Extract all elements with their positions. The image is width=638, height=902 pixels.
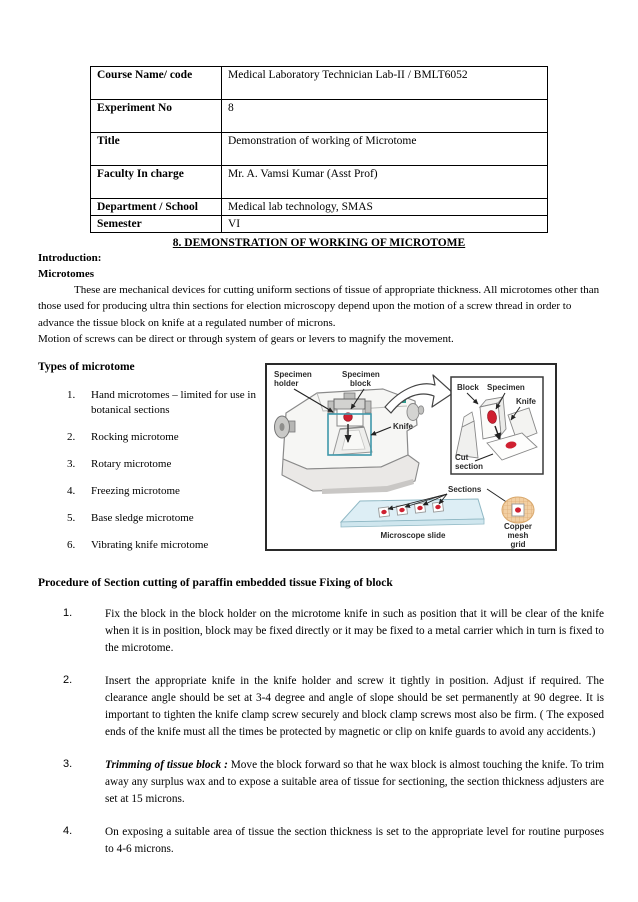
step-text — [105, 824, 604, 858]
grid-section-tissue — [515, 507, 521, 512]
specimen-holder-clamp — [334, 399, 365, 409]
table-row — [91, 166, 548, 199]
list-item — [67, 511, 273, 526]
step-body: Insert the appropriate knife in the knife holder and screw it tightly in position. Adjust if required. The clearance angle should be set at 3-4 degree and angle of slope should be set permanently at 90 degree. It is important to tighten the knife clamp screw securely and block clamp screws most also be firm. ( The exposed ends of the knife must all the times be protected by magnetic or clip on knife guards to avoid any accidents.) — [105, 675, 604, 738]
microtome-machine-drawing — [275, 389, 424, 494]
procedure-step — [63, 606, 604, 657]
procedure-step — [63, 673, 604, 741]
row-label: Title — [91, 133, 222, 166]
row-label: Course Name/ code — [91, 67, 222, 100]
inset-closeup-box — [451, 377, 543, 474]
block-label: Block — [457, 383, 479, 392]
step-text — [105, 606, 604, 657]
step-number: 3. — [63, 758, 73, 770]
clamp-tab-right — [365, 401, 371, 413]
row-value: 8 — [222, 100, 548, 133]
specimen-label: Specimen — [487, 383, 525, 392]
list-number: 4. — [67, 485, 76, 497]
list-item — [67, 538, 273, 553]
table-row — [91, 67, 548, 100]
step-body: Move the block forward so that he wax block is almost touching the knife. To trim away any surplus wax and to expose a suitable area of tissue for sectioning, the section thickness adjusters are set at 15 microns. — [105, 759, 604, 805]
step-body: Fix the block in the block holder on the microtome knife in such as position that it will be clear of the knife when it is in position, block may be fixed directly or it may be fixed to a metal carrier which in turn is fixed to the microtome. — [105, 608, 604, 654]
page-title: 8. DEMONSTRATION OF WORKING OF MICROTOME — [172, 237, 466, 249]
row-value: Mr. A. Vamsi Kumar (Asst Prof) — [222, 166, 548, 199]
list-item — [67, 484, 273, 499]
list-number: 6. — [67, 539, 76, 551]
specimen-holder-label: Specimen — [274, 370, 312, 379]
list-text: Base sledge microtome — [91, 512, 194, 524]
row-label: Department / School — [91, 199, 222, 216]
list-number: 2. — [67, 431, 76, 443]
introduction-label: Introduction: — [38, 252, 102, 264]
row-value: VI — [222, 216, 548, 233]
step-number: 2. — [63, 674, 73, 686]
procedure-heading: Procedure of Section cutting of paraffin embedded tissue Fixing of block — [38, 577, 393, 589]
row-value: Medical lab technology, SMAS — [222, 199, 548, 216]
copper-grid-label-3: grid — [510, 540, 526, 549]
step-text — [105, 757, 604, 808]
sections-label: Sections — [448, 485, 482, 494]
types-heading: Types of microtome — [38, 361, 135, 373]
list-text: Rocking microtome — [91, 431, 179, 443]
feed-knob-handle — [418, 406, 424, 414]
microtome-diagram — [265, 363, 557, 551]
specimen-holder-label-2: holder — [274, 379, 299, 388]
handwheel-hub — [280, 423, 285, 431]
microtome-diagram-svg — [267, 365, 555, 549]
table-row — [91, 216, 548, 233]
procedure-step — [63, 757, 604, 808]
list-text: Vibrating knife microtome — [91, 539, 209, 551]
knife-label: Knife — [393, 422, 413, 431]
specimen-block-label: Specimen — [342, 370, 380, 379]
list-item — [67, 457, 273, 472]
intro-paragraph-2: Motion of screws can be direct or through system of gears or levers to magnify the movement. — [38, 333, 454, 346]
copper-mesh-grid-drawing — [487, 489, 534, 549]
cut-section-label-2: section — [455, 462, 484, 471]
types-list — [67, 388, 273, 565]
table-row — [91, 199, 548, 216]
step-text — [105, 673, 604, 741]
cut-section-label: Cut — [455, 453, 469, 462]
step-number: 4. — [63, 825, 73, 837]
list-number: 5. — [67, 512, 76, 524]
step-body: On exposing a suitable area of tissue the section thickness is set to the appropriate level for routine purposes to 4-6 microns. — [105, 826, 604, 855]
row-label: Faculty In charge — [91, 166, 222, 199]
intro-paragraph: These are mechanical devices for cutting uniform sections of tissue of appropriate thickness. All microtomes other than those used for producing ultra thin sections for election microscopy depend upon the motion of a screw thread in order to advance the tissue block on knife at a regulated number of microns. — [38, 284, 600, 329]
procedure-step — [63, 824, 604, 858]
copper-grid-label: Copper — [504, 522, 532, 531]
list-text: Rotary microtome — [91, 458, 172, 470]
row-value: Demonstration of working of Microtome — [222, 133, 548, 166]
row-label: Semester — [91, 216, 222, 233]
microscope-slide-drawing — [341, 485, 484, 540]
list-number: 3. — [67, 458, 76, 470]
step-number: 1. — [63, 607, 73, 619]
table-row — [91, 133, 548, 166]
row-value: Medical Laboratory Technician Lab-II / BMLT6052 — [222, 67, 548, 100]
microtomes-subheading: Microtomes — [38, 267, 94, 280]
list-text: Freezing microtome — [91, 485, 180, 497]
section-square — [432, 502, 443, 512]
list-item — [67, 388, 273, 418]
specimen-block-label-2: block — [350, 379, 371, 388]
step-prefix: Trimming of tissue block : — [105, 759, 228, 771]
list-number: 1. — [67, 389, 76, 401]
introduction-section — [38, 251, 605, 348]
procedure-list — [63, 606, 604, 874]
table-row — [91, 100, 548, 133]
list-item — [67, 430, 273, 445]
copper-grid-label-2: mesh — [507, 531, 529, 540]
inset-knife-label: Knife — [516, 397, 536, 406]
row-label: Experiment No — [91, 100, 222, 133]
course-info-table — [90, 66, 548, 233]
section-square — [378, 507, 389, 517]
microscope-slide-label: Microscope slide — [380, 531, 446, 540]
list-text: Hand microtomes – limited for use in botanical sections — [91, 389, 256, 416]
feed-knob — [407, 404, 419, 421]
